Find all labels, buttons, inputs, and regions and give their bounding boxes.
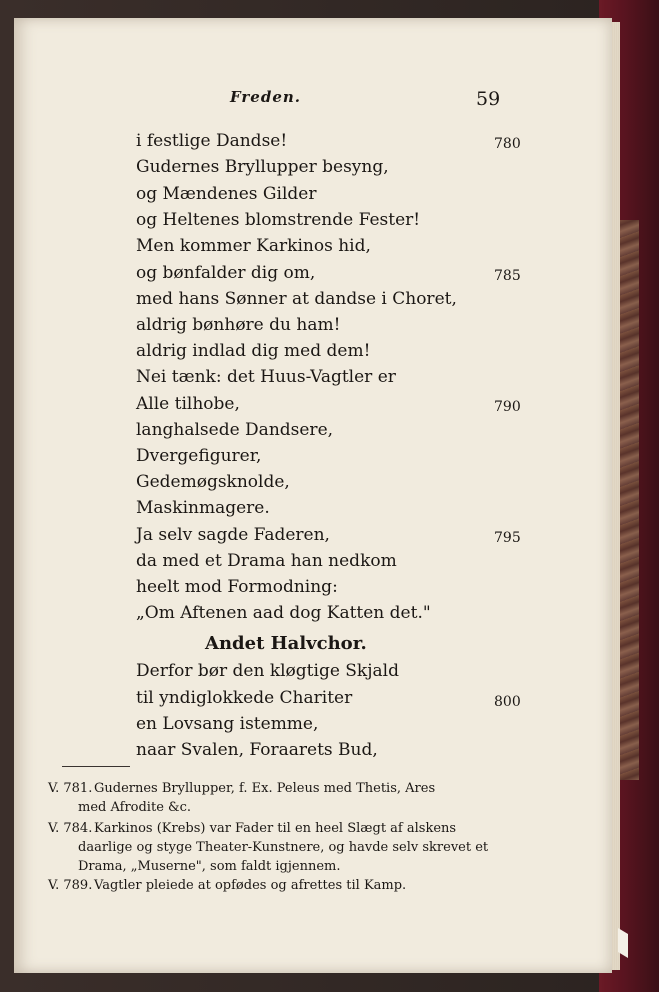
- footnote: [48, 819, 496, 838]
- page-number: 59: [476, 88, 501, 110]
- verse-line: langhalsede Dandsere,: [136, 420, 334, 440]
- footnote-text: Karkinos (Krebs) var Fader til en heel Slægt af alskens: [94, 821, 457, 836]
- page-stack-edge: [612, 22, 620, 970]
- verse-line: Maskinmagere.: [136, 498, 270, 518]
- verse-line: aldrig indlad dig med dem!: [136, 341, 371, 361]
- verse-line: Dvergefigurer,: [136, 446, 262, 466]
- footnote-text: Gudernes Bryllupper, f. Ex. Peleus med Thetis, Ares: [94, 781, 436, 796]
- line-number: 780: [494, 136, 521, 152]
- footnote-text: Drama, „Muserne", som faldt igjennem.: [78, 859, 341, 874]
- verse-line: og Mændenes Gilder: [136, 184, 317, 204]
- verse-line: Nei tænk: det Huus-Vagtler er: [136, 367, 396, 387]
- verse-line: en Lovsang istemme,: [136, 714, 319, 734]
- footnote-ref: V. 781.: [48, 781, 93, 796]
- footnote: [48, 779, 496, 798]
- verse-line: da med et Drama han nedkom: [136, 551, 397, 571]
- line-number: 795: [494, 530, 521, 546]
- footnote: [48, 876, 496, 895]
- verse-line: aldrig bønhøre du ham!: [136, 315, 341, 335]
- verse-line: heelt mod Formodning:: [136, 577, 338, 597]
- verse-line: Derfor bør den kløgtige Skjald: [136, 661, 399, 681]
- verse-line: til yndiglokkede Chariter: [136, 688, 353, 708]
- verse-line: Men kommer Karkinos hid,: [136, 236, 371, 256]
- verse-line: Alle tilhobe,: [136, 394, 240, 414]
- footnote-text: daarlige og styge Theater-Kunstnere, og havde selv skrevet et: [78, 840, 489, 855]
- line-number: 800: [494, 694, 521, 710]
- footnote-divider: [62, 766, 130, 767]
- verse-line: og Heltenes blomstrende Fester!: [136, 210, 421, 230]
- footnote-ref: V. 789.: [48, 878, 93, 893]
- verse-line: Gudernes Bryllupper besyng,: [136, 157, 389, 177]
- line-number: 785: [494, 268, 521, 284]
- running-title: Freden.: [230, 88, 301, 106]
- verse-line: Ja selv sagde Faderen,: [136, 525, 330, 545]
- verse-line: og bønfalder dig om,: [136, 263, 316, 283]
- speaker-heading: Andet Halvchor.: [205, 633, 367, 654]
- line-number: 790: [494, 399, 521, 415]
- verse-line: Gedemøgsknolde,: [136, 472, 290, 492]
- verse-line: med hans Sønner at dandse i Choret,: [136, 289, 457, 309]
- verse-line: naar Svalen, Foraarets Bud,: [136, 740, 378, 760]
- footnote-text: Vagtler pleiede at opfødes og afrettes til Kamp.: [94, 878, 407, 893]
- marbled-edge: [617, 220, 639, 780]
- footnote-ref: V. 784.: [48, 821, 93, 836]
- footnote-text: med Afrodite &c.: [78, 800, 192, 815]
- verse-line: i festlige Dandse!: [136, 131, 288, 151]
- verse-line: „Om Aftenen aad dog Katten det.": [136, 603, 431, 623]
